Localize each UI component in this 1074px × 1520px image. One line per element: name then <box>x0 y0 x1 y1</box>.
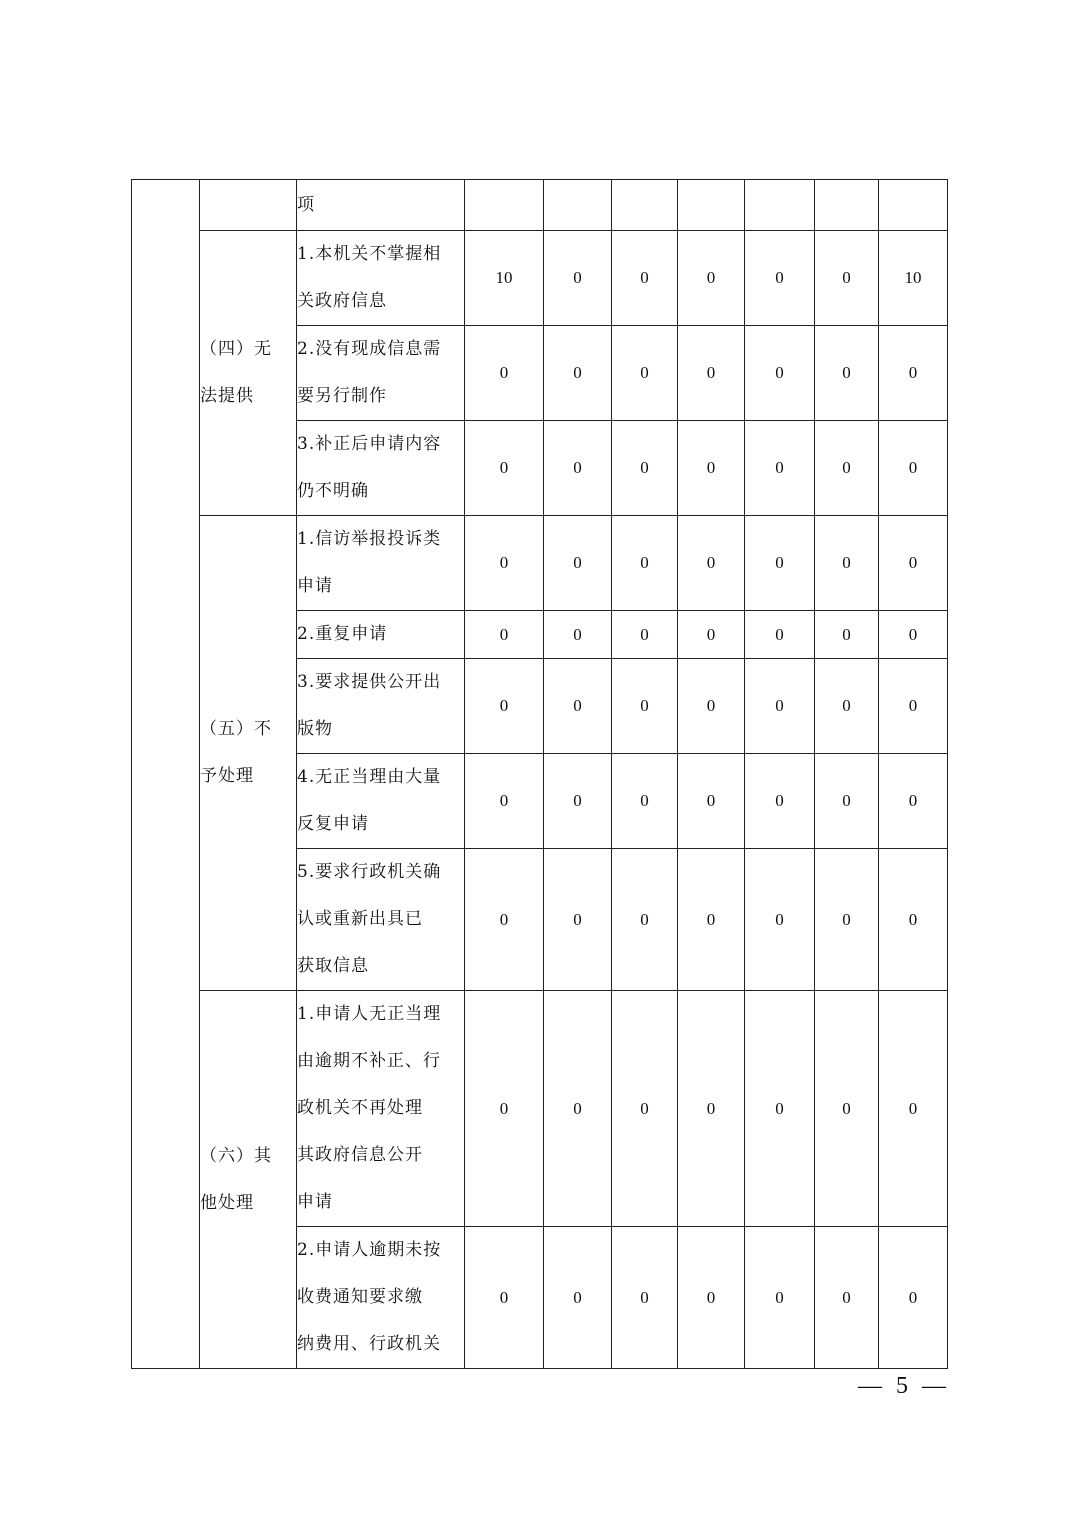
row-label-line: 4.无正当理由大量 <box>297 767 442 787</box>
value-cell: 0 <box>745 991 815 1227</box>
value-cell: 0 <box>612 516 678 611</box>
value-cell: 0 <box>745 421 815 516</box>
value-cell: 0 <box>544 1227 612 1369</box>
value-cell <box>815 180 879 231</box>
value-cell: 0 <box>678 991 745 1227</box>
group-label-line: 他处理 <box>200 1192 254 1213</box>
row-label-cell <box>297 659 465 754</box>
row-label-line: 3.要求提供公开出 <box>297 672 442 692</box>
row-label-line: 版物 <box>297 719 333 739</box>
value-cell: 0 <box>465 659 544 754</box>
table-row <box>132 516 948 611</box>
value-cell: 0 <box>879 659 948 754</box>
value-cell: 0 <box>465 421 544 516</box>
row-label-cell <box>297 611 465 659</box>
value-cell: 0 <box>612 991 678 1227</box>
value-cell: 0 <box>815 991 879 1227</box>
value-cell: 0 <box>879 754 948 849</box>
value-cell: 0 <box>544 231 612 326</box>
table-row <box>132 180 948 231</box>
row-label-cell <box>297 991 465 1227</box>
value-cell: 0 <box>612 231 678 326</box>
value-cell: 0 <box>879 1227 948 1369</box>
value-cell: 0 <box>544 326 612 421</box>
table-row <box>132 231 948 326</box>
value-cell <box>745 180 815 231</box>
row-label-cell <box>297 421 465 516</box>
value-cell: 10 <box>879 231 948 326</box>
row-label-line: 由逾期不补正、行 <box>297 1051 441 1071</box>
row-label-line: 项 <box>297 194 315 215</box>
value-cell: 0 <box>465 754 544 849</box>
value-cell: 0 <box>745 754 815 849</box>
row-label-line: 1.本机关不掌握相 <box>297 244 442 264</box>
row-label-line: 政机关不再处理 <box>297 1098 423 1118</box>
row-label-line: 2.重复申请 <box>297 624 388 644</box>
value-cell: 10 <box>465 231 544 326</box>
row-label-line: 2.没有现成信息需 <box>297 339 442 359</box>
value-cell <box>465 180 544 231</box>
row-label-cell <box>297 180 465 231</box>
value-cell: 0 <box>879 516 948 611</box>
group-cell <box>200 180 297 231</box>
value-cell: 0 <box>678 754 745 849</box>
table-body <box>132 180 948 1369</box>
outer-category-cell <box>132 180 200 1369</box>
value-cell: 0 <box>544 611 612 659</box>
row-label-line: 申请 <box>297 576 333 596</box>
value-cell: 0 <box>815 516 879 611</box>
row-label-line: 3.补正后申请内容 <box>297 434 442 454</box>
value-cell: 0 <box>612 421 678 516</box>
value-cell: 0 <box>745 231 815 326</box>
value-cell: 0 <box>465 849 544 991</box>
value-cell: 0 <box>879 991 948 1227</box>
row-label-line: 2.申请人逾期未按 <box>297 1240 442 1260</box>
value-cell: 0 <box>879 611 948 659</box>
value-cell: 0 <box>745 849 815 991</box>
value-cell: 0 <box>612 659 678 754</box>
value-cell <box>879 180 948 231</box>
row-label-line: 1.信访举报投诉类 <box>297 529 442 549</box>
value-cell: 0 <box>815 754 879 849</box>
value-cell: 0 <box>745 326 815 421</box>
row-label-cell <box>297 849 465 991</box>
value-cell: 0 <box>465 326 544 421</box>
value-cell: 0 <box>745 516 815 611</box>
row-label-cell <box>297 754 465 849</box>
data-table <box>131 179 948 1369</box>
value-cell: 0 <box>465 516 544 611</box>
value-cell: 0 <box>678 516 745 611</box>
row-label-line: 申请 <box>297 1192 333 1212</box>
row-label-line: 1.申请人无正当理 <box>297 1004 442 1024</box>
row-label-cell <box>297 231 465 326</box>
value-cell: 0 <box>745 659 815 754</box>
value-cell: 0 <box>815 231 879 326</box>
value-cell: 0 <box>544 516 612 611</box>
value-cell: 0 <box>815 849 879 991</box>
row-label-cell <box>297 326 465 421</box>
value-cell: 0 <box>465 991 544 1227</box>
group-label-line: （五）不 <box>200 719 272 739</box>
value-cell: 0 <box>612 849 678 991</box>
row-label-line: 反复申请 <box>297 814 369 834</box>
value-cell: 0 <box>745 611 815 659</box>
row-label-cell <box>297 516 465 611</box>
value-cell: 0 <box>879 421 948 516</box>
row-label-cell <box>297 1227 465 1369</box>
value-cell: 0 <box>544 421 612 516</box>
value-cell: 0 <box>544 991 612 1227</box>
value-cell: 0 <box>544 849 612 991</box>
value-cell: 0 <box>678 849 745 991</box>
row-label-line: 要另行制作 <box>297 386 387 406</box>
value-cell: 0 <box>678 659 745 754</box>
value-cell: 0 <box>544 659 612 754</box>
group-label-line: （四）无 <box>200 339 272 359</box>
row-label-line: 其政府信息公开 <box>297 1145 423 1165</box>
value-cell: 0 <box>815 1227 879 1369</box>
value-cell: 0 <box>815 611 879 659</box>
value-cell: 0 <box>678 231 745 326</box>
value-cell: 0 <box>612 754 678 849</box>
row-label-line: 收费通知要求缴 <box>297 1287 423 1307</box>
value-cell: 0 <box>544 754 612 849</box>
value-cell <box>678 180 745 231</box>
value-cell: 0 <box>879 326 948 421</box>
group-label-line: 予处理 <box>200 766 254 786</box>
row-label-line: 关政府信息 <box>297 291 387 311</box>
value-cell: 0 <box>815 421 879 516</box>
group-cell <box>200 231 297 516</box>
group-cell <box>200 991 297 1369</box>
row-label-line: 认或重新出具已 <box>297 909 423 929</box>
group-label-line: 法提供 <box>200 386 254 406</box>
value-cell: 0 <box>879 849 948 991</box>
value-cell: 0 <box>465 1227 544 1369</box>
page-number: — 5 — <box>858 1373 950 1399</box>
value-cell <box>612 180 678 231</box>
value-cell: 0 <box>678 421 745 516</box>
value-cell: 0 <box>465 611 544 659</box>
value-cell: 0 <box>815 326 879 421</box>
row-label-line: 获取信息 <box>297 956 369 976</box>
group-label-line: （六）其 <box>200 1145 272 1166</box>
value-cell: 0 <box>612 611 678 659</box>
value-cell: 0 <box>612 1227 678 1369</box>
table-row <box>132 991 948 1227</box>
row-label-line: 仍不明确 <box>297 481 369 501</box>
row-label-line: 5.要求行政机关确 <box>297 862 442 882</box>
value-cell: 0 <box>678 326 745 421</box>
value-cell: 0 <box>678 1227 745 1369</box>
value-cell: 0 <box>612 326 678 421</box>
group-cell <box>200 516 297 991</box>
value-cell: 0 <box>678 611 745 659</box>
value-cell: 0 <box>745 1227 815 1369</box>
value-cell: 0 <box>815 659 879 754</box>
row-label-line: 纳费用、行政机关 <box>297 1334 441 1354</box>
value-cell <box>544 180 612 231</box>
